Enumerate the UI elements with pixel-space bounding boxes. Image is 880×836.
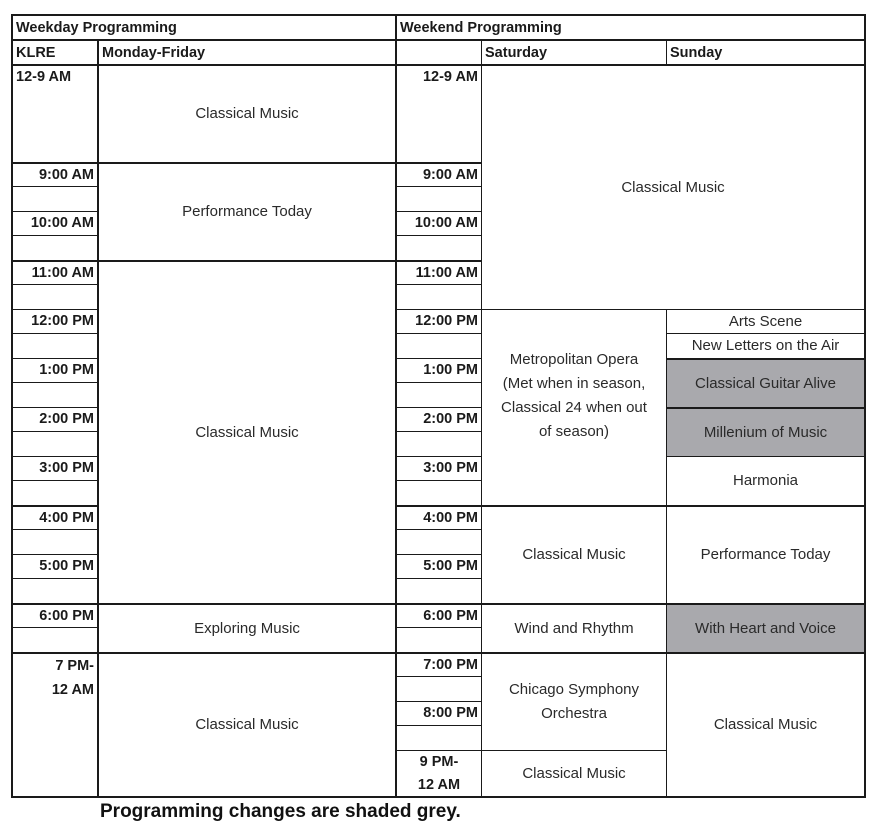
weekday-time-blank — [13, 333, 97, 358]
weekend-section-title: Weekend Programming — [395, 16, 864, 39]
weekend-time-5pm: 5:00 PM — [395, 554, 481, 578]
sunday-label: Sunday — [666, 39, 864, 64]
weekday-time-blank — [13, 284, 97, 309]
weekday-time-11am: 11:00 AM — [13, 260, 97, 284]
weekend-time-blank — [395, 480, 481, 505]
weekday-time-blank — [13, 529, 97, 554]
weekday-time-blank — [13, 578, 97, 603]
weekday-time-7pm-line2: 12 AM — [51, 682, 94, 698]
station-label: KLRE — [13, 39, 97, 64]
saturday-program-wind-and-rhythm: Wind and Rhythm — [481, 603, 666, 652]
sunday-program-classical-music-evening: Classical Music — [666, 652, 864, 796]
weekday-time-7pm-12am — [13, 652, 97, 796]
weekday-time-12-9am: 12-9 AM — [13, 64, 97, 162]
sunday-program-classical-guitar-alive: Classical Guitar Alive — [666, 358, 864, 407]
saturday-program-classical-music-late: Classical Music — [481, 750, 666, 796]
weekend-time-10am: 10:00 AM — [395, 211, 481, 235]
weekday-time-4pm: 4:00 PM — [13, 505, 97, 529]
weekend-time-blank — [395, 725, 481, 750]
weekend-time-blank — [395, 578, 481, 603]
weekend-time-blank — [395, 676, 481, 701]
weekend-time-7pm: 7:00 PM — [395, 652, 481, 676]
weekday-time-blank — [13, 431, 97, 456]
sunday-program-arts-scene: Arts Scene — [666, 309, 864, 333]
weekday-time-9am: 9:00 AM — [13, 162, 97, 186]
weekend-time-blank — [395, 235, 481, 260]
weekday-time-blank — [13, 480, 97, 505]
sunday-program-performance-today: Performance Today — [666, 505, 864, 603]
weekend-time-header-blank — [395, 39, 481, 64]
weekday-program-classical-music-overnight: Classical Music — [97, 64, 395, 162]
weekend-time-blank — [395, 186, 481, 211]
met-line4: of season) — [538, 422, 610, 440]
footer-note: Programming changes are shaded grey. — [100, 801, 461, 822]
weekend-time-2pm: 2:00 PM — [395, 407, 481, 431]
sunday-program-millenium-of-music: Millenium of Music — [666, 407, 864, 456]
weekday-time-10am: 10:00 AM — [13, 211, 97, 235]
weekend-time-blank — [395, 627, 481, 652]
weekend-time-3pm: 3:00 PM — [395, 456, 481, 480]
weekend-time-blank — [395, 333, 481, 358]
met-line3: Classical 24 when out — [501, 398, 647, 416]
weekday-time-blank — [13, 186, 97, 211]
weekend-time-12-9am: 12-9 AM — [395, 64, 481, 162]
weekend-time-blank — [395, 529, 481, 554]
weekend-time-blank — [395, 431, 481, 456]
weekend-time-6pm: 6:00 PM — [395, 603, 481, 627]
weekend-time-9pm-line1: 9 PM- — [419, 753, 459, 770]
weekend-time-9am: 9:00 AM — [395, 162, 481, 186]
weekend-time-blank — [395, 284, 481, 309]
saturday-label: Saturday — [481, 39, 666, 64]
cso-line1: Chicago Symphony — [508, 681, 640, 698]
weekday-time-12pm: 12:00 PM — [13, 309, 97, 333]
weekday-program-performance-today: Performance Today — [97, 162, 395, 260]
weekend-time-12pm: 12:00 PM — [395, 309, 481, 333]
weekday-day-label: Monday-Friday — [97, 39, 395, 64]
weekday-time-7pm-line1: 7 PM- — [55, 658, 94, 674]
weekend-time-9pm-line2: 12 AM — [417, 776, 461, 793]
sunday-program-harmonia: Harmonia — [666, 456, 864, 505]
weekend-time-9pm-12am — [395, 750, 481, 796]
weekend-program-classical-music-morning: Classical Music — [481, 64, 864, 309]
weekday-time-3pm: 3:00 PM — [13, 456, 97, 480]
saturday-program-classical-music-afternoon: Classical Music — [481, 505, 666, 603]
weekday-program-exploring-music: Exploring Music — [97, 603, 395, 652]
weekday-time-5pm: 5:00 PM — [13, 554, 97, 578]
met-line2: (Met when in season, — [502, 374, 646, 392]
weekend-time-11am: 11:00 AM — [395, 260, 481, 284]
weekend-time-1pm: 1:00 PM — [395, 358, 481, 382]
sunday-program-new-letters: New Letters on the Air — [666, 333, 864, 358]
weekday-time-2pm: 2:00 PM — [13, 407, 97, 431]
weekday-time-blank — [13, 235, 97, 260]
cso-line2: Orchestra — [541, 705, 607, 722]
weekday-time-blank — [13, 382, 97, 407]
weekday-time-1pm: 1:00 PM — [13, 358, 97, 382]
weekend-time-8pm: 8:00 PM — [395, 701, 481, 725]
weekday-time-6pm: 6:00 PM — [13, 603, 97, 627]
saturday-program-chicago-symphony — [481, 652, 666, 750]
weekend-time-blank — [395, 382, 481, 407]
saturday-program-metropolitan-opera — [481, 309, 666, 505]
met-line1: Metropolitan Opera — [509, 350, 639, 368]
sunday-program-with-heart-and-voice: With Heart and Voice — [666, 603, 864, 652]
weekday-time-blank — [13, 627, 97, 652]
weekend-time-4pm: 4:00 PM — [395, 505, 481, 529]
weekday-program-classical-music-midday: Classical Music — [97, 260, 395, 603]
schedule-grid — [11, 14, 866, 798]
weekday-program-classical-music-evening: Classical Music — [97, 652, 395, 796]
weekday-section-title: Weekday Programming — [13, 16, 395, 39]
